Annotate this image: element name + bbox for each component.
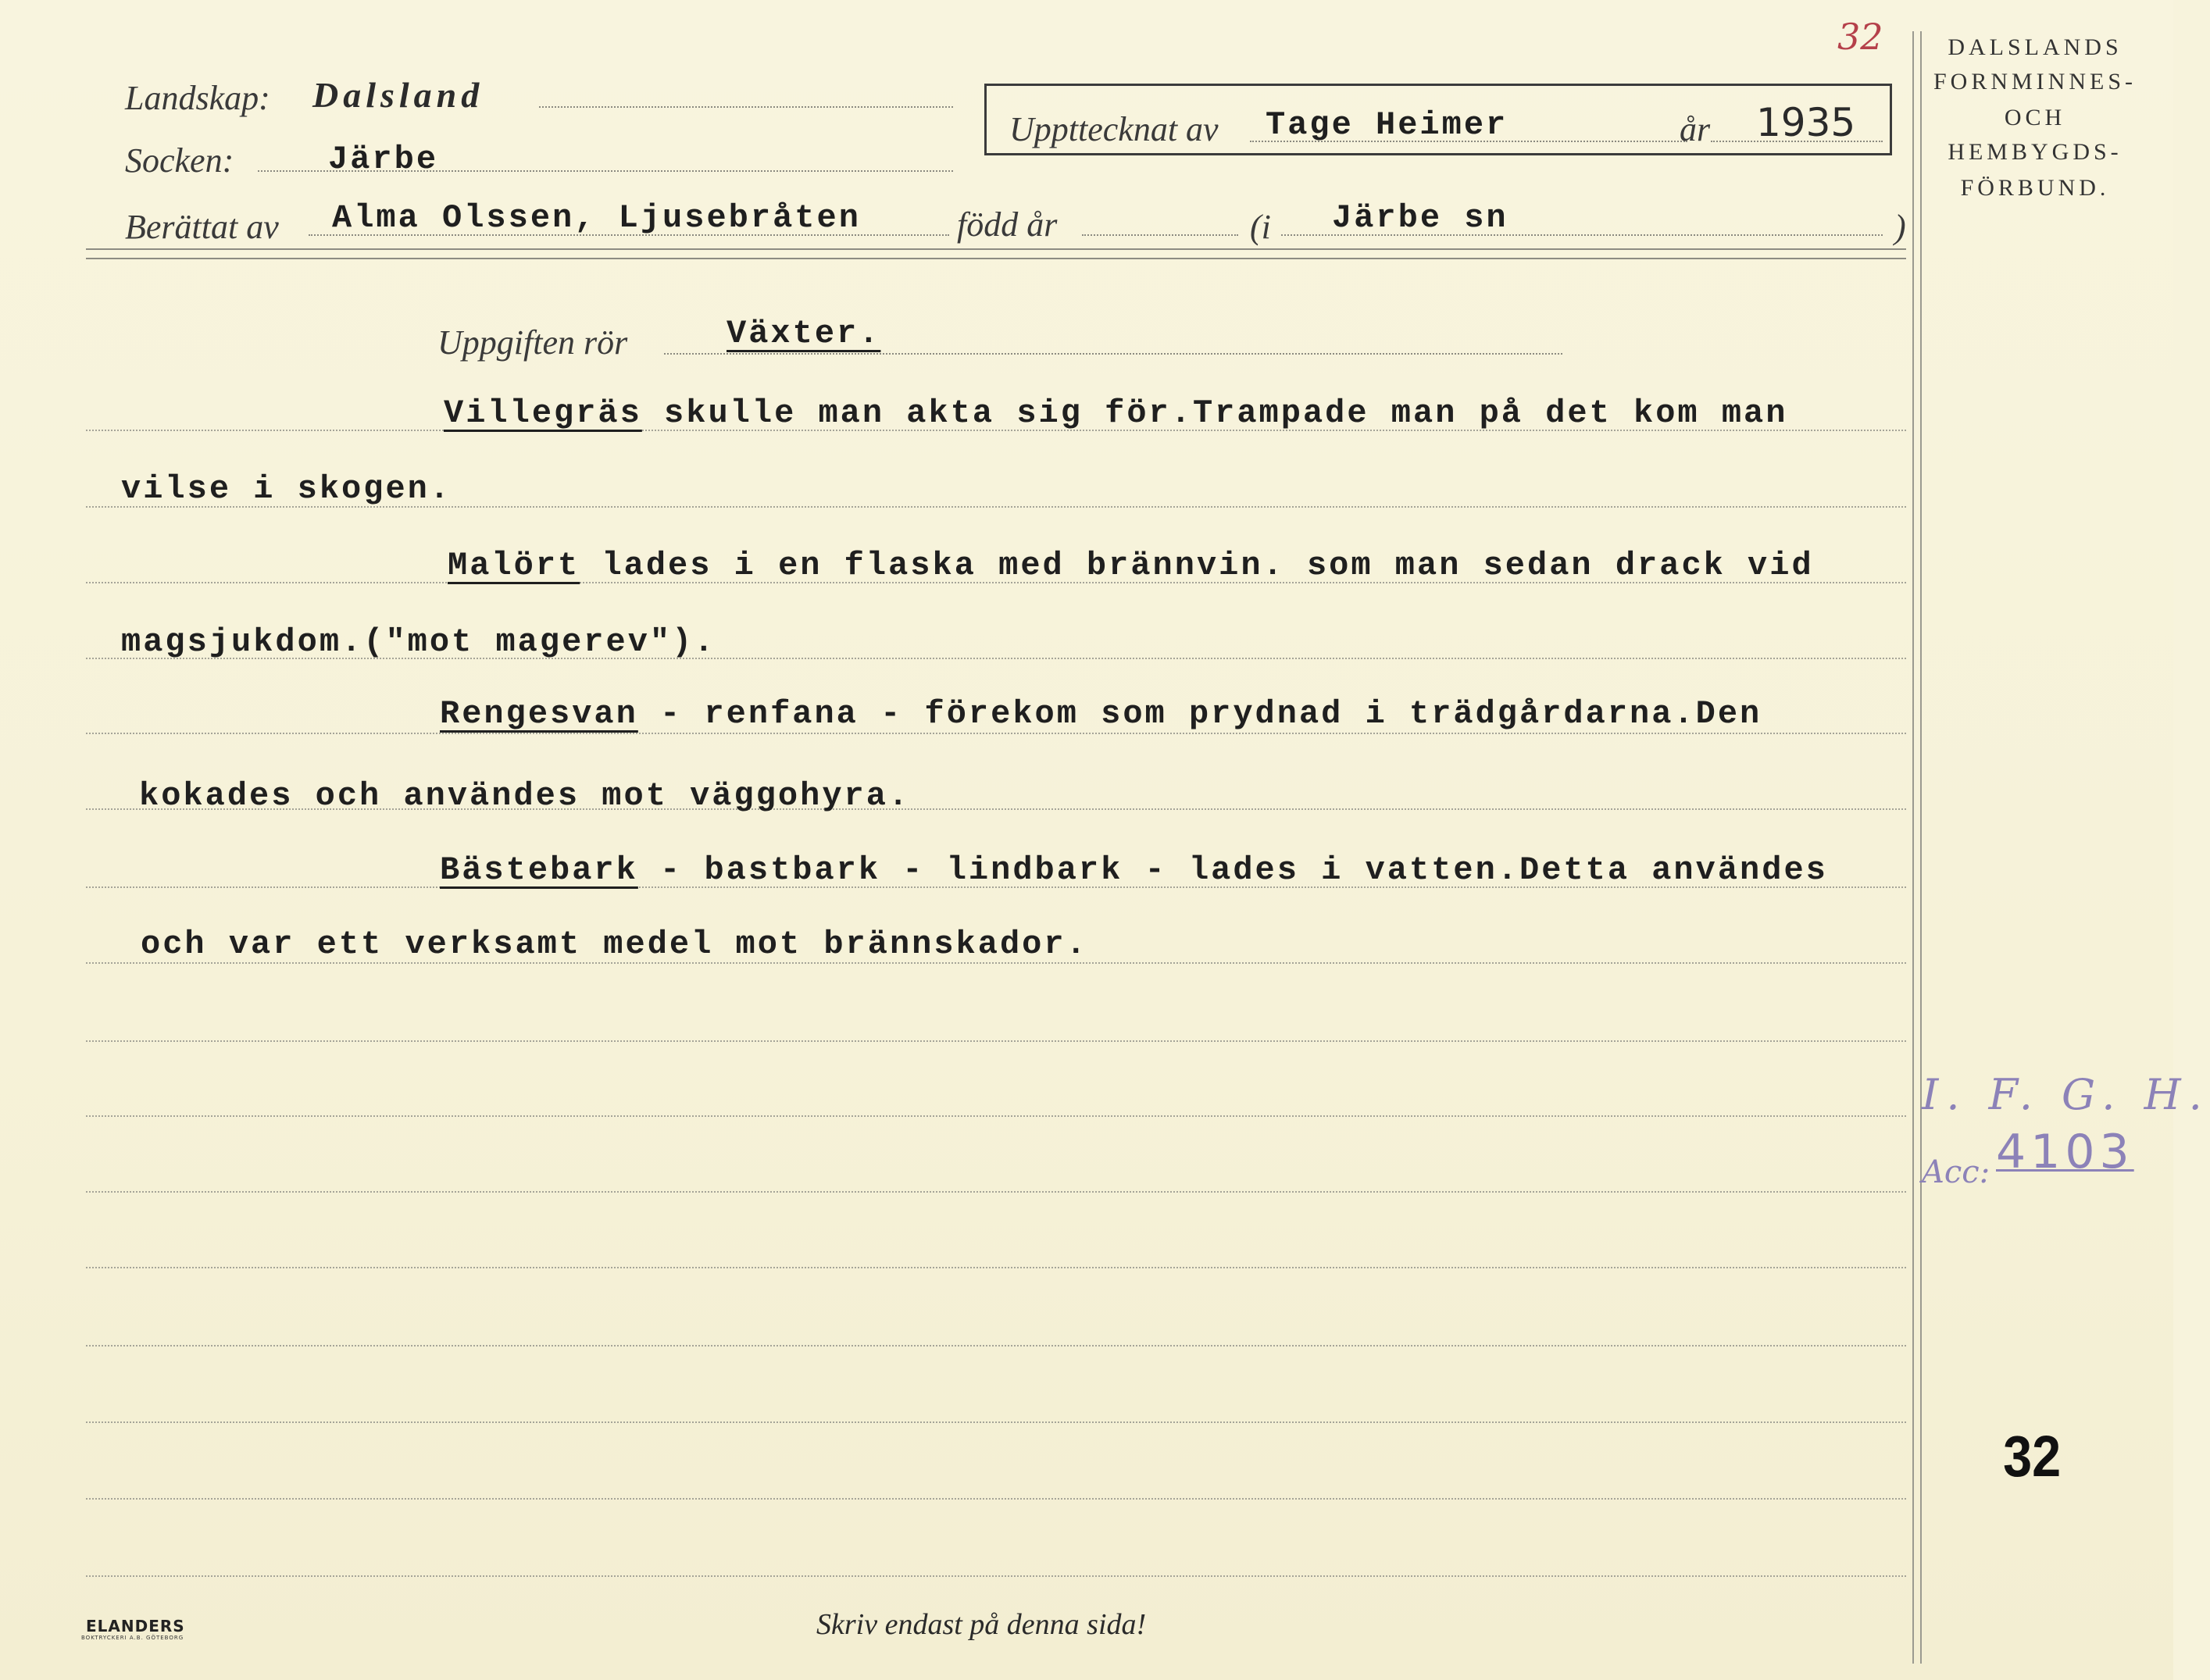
- topic-value: Växter.: [727, 315, 881, 352]
- landskap-value: Dalsland: [312, 75, 484, 115]
- archive-stamp-acc-number: 4103: [1996, 1125, 2134, 1179]
- text-line-3-rest: lades i en flaska med brännvin. som man sedan drack vid: [580, 547, 1814, 584]
- right-margin-rule-2: [1920, 31, 1922, 1664]
- socken-label: Socken:: [125, 141, 234, 180]
- landskap-label: Landskap:: [125, 79, 270, 117]
- year-label: år: [1680, 110, 1711, 148]
- topic-label: Uppgiften rör: [437, 323, 628, 362]
- narrator-label: Berättat av: [125, 208, 279, 246]
- topic-dots: [664, 353, 1562, 355]
- ruled-line: [86, 1421, 1906, 1423]
- recorder-label: Uppttecknat av: [1009, 110, 1219, 148]
- socken-value: Järbe: [328, 141, 439, 178]
- side-number: 32: [2003, 1424, 2062, 1489]
- born-dots: [1082, 234, 1238, 236]
- text-line-8-rest: och var ett verksamt medel mot brännskador.: [141, 926, 1088, 963]
- ruled-line: [86, 1575, 1906, 1577]
- text-line-2-rest: vilse i skogen.: [121, 470, 452, 508]
- header-rule-1: [86, 248, 1906, 250]
- text-line-2: [121, 470, 452, 508]
- plant-name-villegras: Villegräs: [444, 394, 642, 432]
- corner-number: 32: [1837, 16, 1883, 58]
- text-line-5: [440, 695, 1762, 733]
- narrator-dots: [309, 234, 949, 236]
- text-line-6: [139, 777, 910, 815]
- ruled-line: [86, 1267, 1906, 1268]
- org-line-2: FORNMINNES-: [1933, 69, 2137, 95]
- text-line-1: [444, 394, 1787, 432]
- org-line-4: HEMBYGDS-: [1948, 139, 2123, 165]
- org-line-1: DALSLANDS: [1948, 34, 2123, 60]
- ruled-line: [86, 1345, 1906, 1346]
- year-value: 1935: [1756, 100, 1856, 145]
- text-line-1-rest: skulle man akta sig för.Trampade man på det kom man: [641, 394, 1788, 432]
- plant-name-malort: Malört: [448, 547, 580, 584]
- plant-name-bastebark: Bästebark: [440, 851, 638, 889]
- ruled-line: [86, 1040, 1906, 1042]
- ruled-line: [86, 1498, 1906, 1500]
- printer-mark: ELANDERS: [86, 1617, 185, 1635]
- ruled-line: [86, 733, 1906, 734]
- socken-dots: [258, 170, 953, 172]
- recorder-dots: [1250, 141, 1687, 142]
- footer-instruction: Skriv endast på denna sida!: [816, 1608, 1147, 1641]
- landskap-dots: [539, 106, 953, 108]
- text-line-6-rest: kokades och användes mot väggohyra.: [139, 777, 911, 815]
- header-rule-2: [86, 258, 1906, 259]
- close-paren: ): [1894, 208, 1906, 246]
- text-line-8: [141, 926, 1088, 963]
- year-dots: [1711, 141, 1883, 142]
- ruled-line: [86, 1191, 1906, 1193]
- text-line-3: [448, 547, 1814, 584]
- archive-stamp-acc-label: Acc:: [1922, 1154, 1990, 1190]
- ruled-line: [86, 1115, 1906, 1117]
- org-line-5: FÖRBUND.: [1960, 175, 2110, 201]
- narrator-value: Alma Olssen, Ljusebråten: [332, 199, 861, 237]
- archive-stamp-initials: I. F. G. H.: [1922, 1070, 2210, 1119]
- right-margin-rule: [1912, 31, 1914, 1664]
- text-line-5-rest: - renfana - förekom som prydnad i trädgårdarna.Den: [637, 695, 1762, 733]
- text-line-4-rest: magsjukdom.("mot magerev").: [121, 623, 716, 661]
- born-label: född år: [957, 205, 1058, 244]
- in-dots: [1281, 234, 1883, 236]
- text-line-7-rest: - bastbark - lindbark - lades i vatten.Detta användes: [637, 851, 1828, 889]
- plant-name-rengesvan: Rengesvan: [440, 695, 638, 733]
- printer-mark-sub: BOKTRYCKERI A.B. GÖTEBORG: [81, 1635, 184, 1641]
- org-line-3: OCH: [2004, 105, 2066, 130]
- text-line-7: [440, 851, 1828, 889]
- in-value: Järbe sn: [1332, 199, 1508, 237]
- recorder-value: Tage Heimer: [1266, 106, 1508, 144]
- in-label: (i: [1250, 208, 1271, 246]
- text-line-4: [121, 623, 716, 661]
